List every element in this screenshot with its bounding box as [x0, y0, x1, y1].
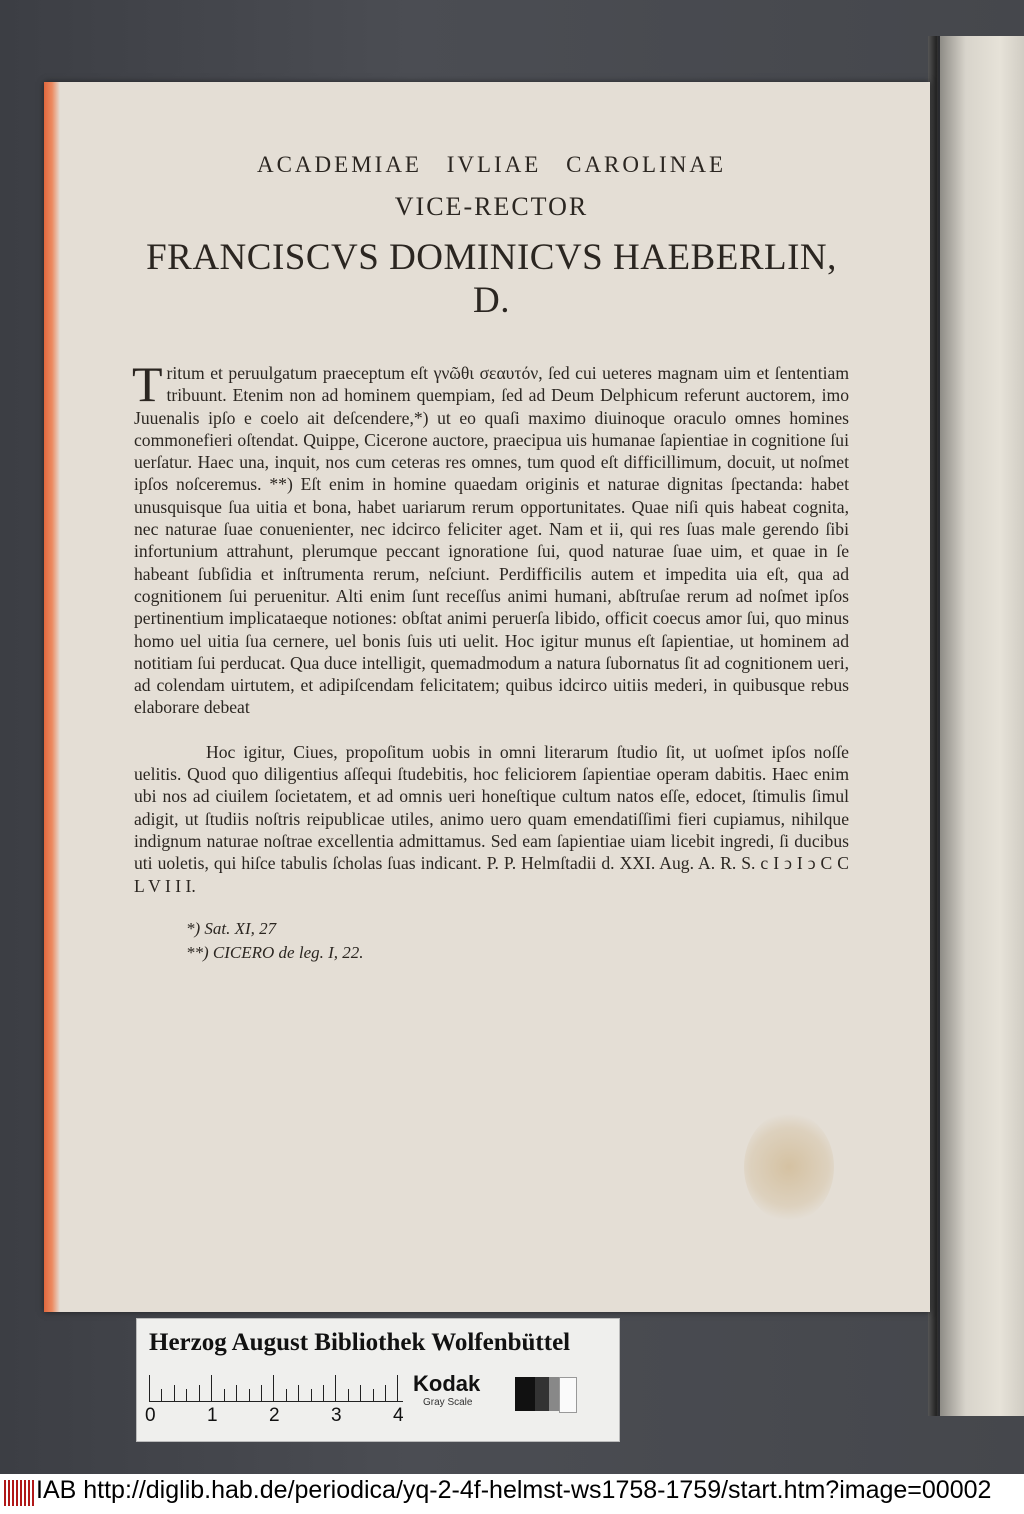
- color-calibration-card: [136, 1318, 620, 1442]
- paragraph-1: [132, 356, 849, 719]
- ruler-tick: [323, 1385, 324, 1401]
- paper-stain: [744, 1112, 834, 1222]
- ruler-label-3: 3: [331, 1405, 342, 1426]
- kodak-logo: Kodak: [413, 1371, 481, 1396]
- document-page: [44, 82, 930, 1312]
- source-url[interactable]: IAB http://diglib.hab.de/periodica/yq-2-4f-helmst-ws1758-1759/start.htm?image=00002: [36, 1476, 992, 1504]
- ruler-tick: [348, 1389, 349, 1401]
- library-name: Herzog August Bibliothek Wolfenbüttel: [149, 1329, 571, 1356]
- footnote-1: *) Sat. XI, 27: [186, 918, 277, 938]
- ruler-tick: [385, 1385, 386, 1401]
- ruler-tick: [211, 1375, 212, 1401]
- measurement-ruler: [149, 1375, 403, 1402]
- ruler-tick: [397, 1375, 398, 1401]
- ruler-tick: [273, 1375, 274, 1401]
- adjacent-page-edge: [938, 36, 1024, 1416]
- gray-scale-label: Gray Scale: [423, 1397, 473, 1408]
- gray-swatch-dark: [535, 1377, 549, 1411]
- gray-swatch-white: [559, 1377, 577, 1413]
- ruler-tick: [360, 1385, 361, 1401]
- ruler-tick: [174, 1385, 175, 1401]
- ruler-tick: [236, 1385, 237, 1401]
- paragraph-2: Hoc igitur, Ciues, propoſitum uobis in omni literarum ſtudio ſit, ut uoſmet ipſos noſſe uelitis. Quod quo diligentius aſſequi ſtudebitis, hoc feliciorem ſapientiae operam dabitis. Haec enim ubi nos ad ciuilem ſocietatem, et ad omnis ueri honeſtique cultum natos eſſe, edocet, ſtimulis ſimul adigit, ut ſtudiis noſtris reipublicae utiles, animo uero quam emendatiſſimi fieri cupiamus, nihilque indignum naturae noſtrae excellentia admittamus. Sed eam ſapientiae uiam licebit ingredi, ſi ducibus uti uoletis, qui hiſce tabulis ſcholas ſuas indicant. P. P. Helmſtadii d. XXI. Aug. A. R. S. c I ↄ I ↄ C C L V I I I.: [134, 741, 849, 896]
- ruler-label-0: 0: [145, 1405, 156, 1426]
- source-url-bar: [0, 1474, 1024, 1514]
- paragraph-1-text: ritum et peruulgatum praeceptum eſt γνῶθι σεαυτόν, ſed cui ueteres magnam uim et ſententiam tribuunt. Etenim non ad hominem quempiam, ſed ad Deum Delphicum referunt auctorem, imo Juuenalis ipſo e coelo ait deſcendere,*) ut eo quaſi maximo diuinoque oraculo omnes homines commonefieri oſtendat. Quippe, Cicerone auctore, praecipua uis humanae ſapientiae in cognitione ſui uerſatur. Haec una, inquit, nos cum ceteras res omnes, tum quod eſt difficillimum, docuit, ut noſmet ipſos noſceremus. **) Eſt enim in homine quaedam originis et naturae dignitas ſpectanda: habet unusquisque ſua uitia et bona, habet uariarum rerum opportunitates. Quae niſi quis habeat cognita, nec naturae ſuae conuenienter, nec idcirco feliciter aget. Nam et ii, qui res ſuas male gerendo ſibi infortunium attrahunt, plerumque peccant ignoratione ſui, quod naturae ſuae uim, et quae in ſe habeant ſubſidia et inſtrumenta rerum, neſciunt. Perdifficilis autem et impedita uia eſt, qua ad cognitionem ſui peruenitur. Alti enim ſunt receſſus animi humani, abſtruſae rerum ad noſmet ipſos pertinentium implicataeque notiones: obſtat animi peruerſa libido, officit coecus amor ſui, quo minus homo uel uitia ſua cernere, uel bonis ſuis uti uelit. Hoc igitur munus eſt ſapientiae, ut hominem ad notitiam ſui perducat. Qua duce intelligit, quemadmodum a natura ſubornatus ſit ad cognitionem ueri, ad colendam uirtutem, et adipiſcendam felicitatem; quibus idcirco uitiis mederi, in quibusque rebus elaborare debeat: [134, 363, 849, 718]
- drop-capital: T: [132, 356, 163, 412]
- footnote-2: **) CICERO de leg. I, 22.: [186, 942, 364, 962]
- ruler-tick: [373, 1389, 374, 1401]
- ruler-tick: [224, 1389, 225, 1401]
- page-red-edge: [44, 82, 60, 1312]
- ruler-tick: [261, 1385, 262, 1401]
- ruler-label-1: 1: [207, 1405, 218, 1426]
- ruler-tick: [186, 1389, 187, 1401]
- ruler-tick: [161, 1389, 162, 1401]
- ruler-tick: [249, 1389, 250, 1401]
- ruler-tick: [199, 1385, 200, 1401]
- ruler-label-2: 2: [269, 1405, 280, 1426]
- ruler-label-4: 4: [393, 1405, 404, 1426]
- footnotes: [186, 917, 849, 965]
- heading-vice-rector: VICE-RECTOR: [394, 192, 589, 221]
- gray-swatch-black: [515, 1377, 535, 1411]
- ruler-tick: [311, 1389, 312, 1401]
- ruler-tick: [286, 1389, 287, 1401]
- ruler-tick: [149, 1375, 150, 1401]
- barcode-icon: [4, 1480, 34, 1506]
- ruler-tick: [298, 1385, 299, 1401]
- gray-swatch-mid: [549, 1377, 559, 1411]
- page-content: [134, 152, 849, 965]
- heading-academy: ACADEMIAE IVLIAE CAROLINAE: [256, 152, 726, 177]
- heading-name: FRANCISCVS DOMINICVS HAEBERLIN, D.: [146, 237, 837, 321]
- ruler-tick: [335, 1375, 336, 1401]
